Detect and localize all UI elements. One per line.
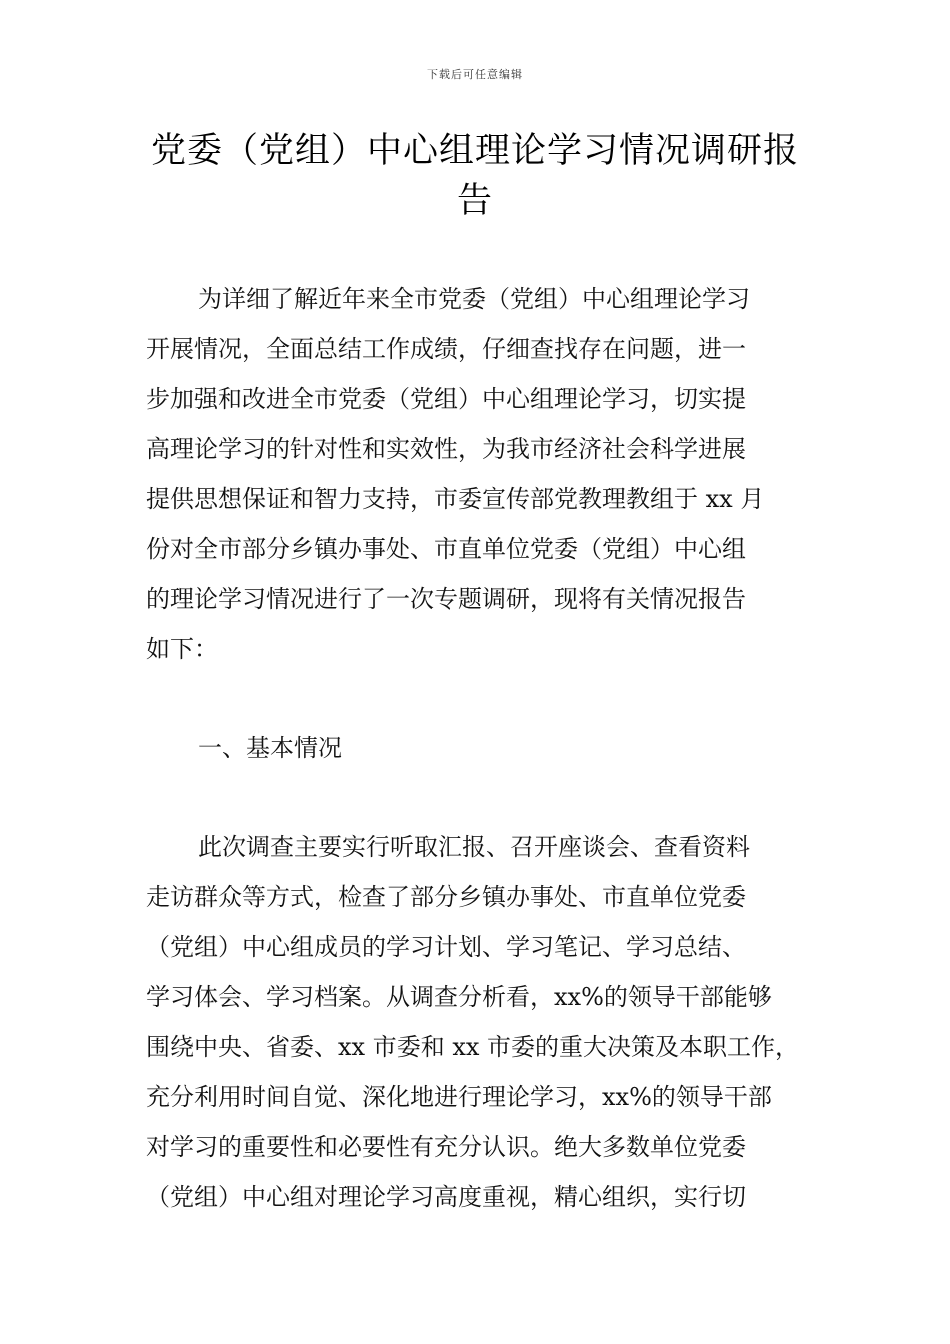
text-line: 围绕中央、省委、xx 市委和 xx 市委的重大决策及本职工作， — [146, 1033, 800, 1061]
text-line: 如下： — [146, 635, 218, 663]
title-line-1: 党委（党组）中心组理论学习情况调研报 — [150, 131, 799, 171]
text-line: 对学习的重要性和必要性有充分认识。绝大多数单位党委 — [146, 1133, 746, 1161]
text-line: 走访群众等方式，检查了部分乡镇办事处、市直单位党委 — [146, 883, 746, 911]
text-line: 此次调查主要实行听取汇报、召开座谈会、查看资料 — [198, 833, 750, 861]
header-note: 下载后可任意编辑 — [427, 68, 523, 81]
title-line-2: 告 — [456, 181, 493, 221]
text-line: 的理论学习情况进行了一次专题调研，现将有关情况报告 — [146, 585, 746, 613]
text-line: （党组）中心组对理论学习高度重视，精心组织，实行切 — [146, 1183, 746, 1211]
text-line: 份对全市部分乡镇办事处、市直单位党委（党组）中心组 — [146, 535, 746, 563]
text-line: 为详细了解近年来全市党委（党组）中心组理论学习 — [198, 285, 750, 313]
text-line: 学习体会、学习档案。从调查分析看，xx%的领导干部能够 — [146, 983, 772, 1011]
text-line: 提供思想保证和智力支持，市委宣传部党教理教组于 xx 月 — [146, 485, 765, 513]
section-heading-basic-situation: 一、基本情况 — [198, 734, 342, 762]
text-line: （党组）中心组成员的学习计划、学习笔记、学习总结、 — [146, 933, 746, 961]
text-line: 步加强和改进全市党委（党组）中心组理论学习，切实提 — [146, 385, 746, 413]
document-title — [140, 126, 810, 226]
text-line: 充分利用时间自觉、深化地进行理论学习，xx%的领导干部 — [146, 1083, 772, 1111]
text-line: 高理论学习的针对性和实效性，为我市经济社会科学进展 — [146, 435, 746, 463]
paragraph-intro — [146, 274, 810, 674]
text-line: 开展情况，全面总结工作成绩，仔细查找存在问题，进一 — [146, 335, 746, 363]
paragraph-basic-situation — [146, 822, 810, 1222]
